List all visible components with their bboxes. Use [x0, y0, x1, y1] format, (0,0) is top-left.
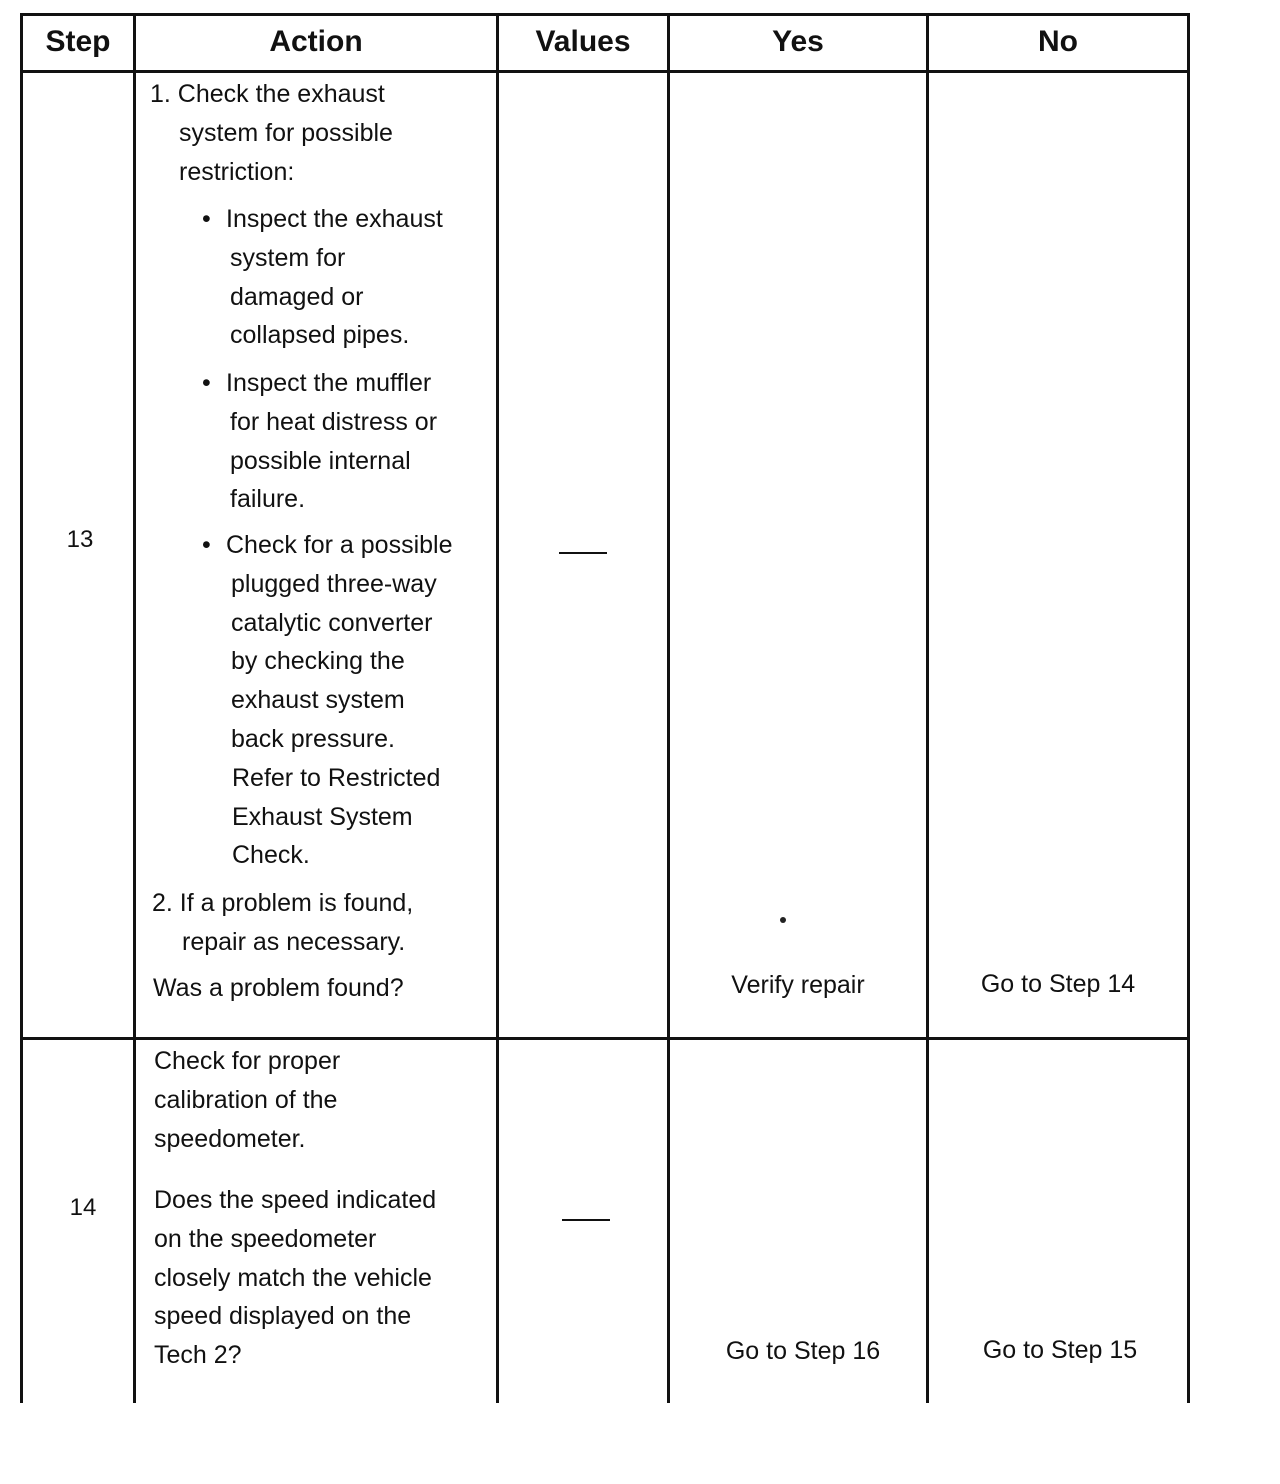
action-line: system for possible — [179, 118, 393, 147]
action-line: damaged or — [230, 282, 364, 311]
action-line: 2. If a problem is found, — [152, 889, 414, 917]
column-divider-yes-no — [926, 13, 929, 1403]
values-empty-dash — [559, 552, 607, 554]
action-line — [202, 200, 443, 239]
step-number: 13 — [66, 526, 94, 553]
action-item-2 — [152, 884, 413, 962]
action-line: Exhaust System — [232, 802, 413, 831]
bullet-icon: • — [202, 531, 211, 559]
header-no: No — [1038, 25, 1078, 58]
action-line — [202, 526, 453, 565]
action-line: Tech 2? — [154, 1341, 242, 1370]
action-line: Refer to Restricted — [232, 763, 441, 792]
row-divider — [20, 1037, 1190, 1040]
action-line: Does the speed indicated — [154, 1186, 437, 1214]
table-border-left — [20, 13, 23, 1403]
action-line-text: Inspect the exhaust — [226, 205, 443, 233]
action-line: Check. — [232, 841, 310, 870]
action-bullet-2 — [202, 364, 438, 519]
action-line: catalytic converter — [231, 608, 433, 637]
action-item-1 — [150, 75, 393, 191]
action-line: failure. — [230, 485, 306, 514]
action-line-text: Check for a possible — [226, 531, 453, 559]
action-line: speedometer. — [154, 1124, 306, 1153]
bullet-icon: • — [202, 205, 211, 233]
action-line: Check for proper — [154, 1047, 341, 1075]
action-question: Was a problem found? — [153, 974, 404, 1002]
action-line: restriction: — [179, 157, 295, 186]
action-line — [202, 364, 437, 403]
header-step: Step — [45, 25, 111, 58]
action-line: system for — [230, 243, 346, 272]
action-line-text: Inspect the muffler — [226, 369, 432, 397]
values-empty-dash — [562, 1219, 610, 1221]
header-yes: Yes — [772, 25, 824, 58]
action-bullet-1 — [202, 200, 443, 355]
action-line: back pressure. — [231, 724, 395, 753]
action-check — [154, 1042, 340, 1158]
action-line: on the speedometer — [154, 1224, 377, 1253]
action-line: plugged three-way — [231, 569, 437, 598]
column-divider-values-yes — [667, 13, 670, 1403]
action-line: 1. Check the exhaust — [150, 80, 385, 108]
header-action: Action — [269, 25, 363, 58]
action-line: calibration of the — [154, 1085, 338, 1114]
step-number: 14 — [69, 1194, 97, 1221]
table-border-right — [1187, 13, 1190, 1403]
action-bullet-3 — [202, 526, 453, 875]
no-result: Go to Step 15 — [982, 1336, 1138, 1364]
action-line: speed displayed on the — [154, 1302, 412, 1331]
stray-mark — [780, 917, 786, 923]
no-result: Go to Step 14 — [980, 970, 1136, 998]
action-line: for heat distress or — [230, 407, 438, 436]
action-line: by checking the — [231, 647, 405, 676]
action-line: collapsed pipes. — [230, 321, 410, 350]
action-line: closely match the vehicle — [154, 1263, 432, 1292]
yes-result: Verify repair — [731, 971, 865, 999]
bullet-icon: • — [202, 369, 211, 397]
header-values: Values — [535, 25, 631, 58]
column-divider-action-values — [496, 13, 499, 1403]
action-line: exhaust system — [231, 686, 405, 715]
action-line: possible internal — [230, 446, 411, 475]
action-question — [154, 1181, 436, 1375]
procedure-table — [20, 13, 1190, 1403]
yes-result: Go to Step 16 — [725, 1337, 881, 1365]
action-line: repair as necessary. — [182, 927, 406, 956]
